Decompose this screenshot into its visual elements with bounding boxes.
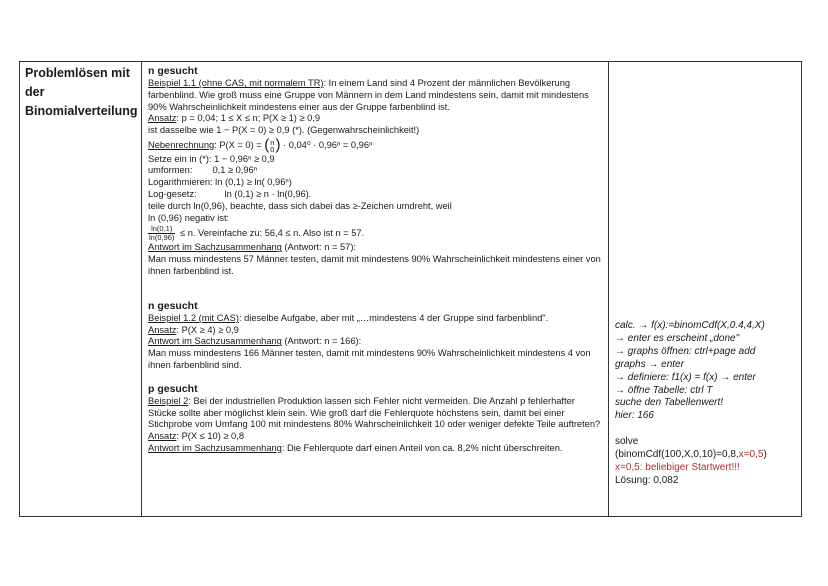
example-paragraph: Beispiel 1.1 (ohne CAS, mit normalem TR): In einem Land sind 4 Prozent der männlichen Bevölkerung farbenblind. Wie groß muss eine Gruppe von Männern in dem Land mindestens sein, damit mit mindestens 90% Wahrscheinlichkeit mindestens einer aus der Gruppe farbenblind ist. — [148, 78, 589, 112]
topic-line: der — [25, 85, 45, 99]
answer-label-line: Antwort im Sachzusammenhang (Antwort: n = 57): — [148, 242, 356, 253]
topic-line: Binomialverteilung — [25, 104, 138, 118]
answer-line: Antwort im Sachzusammenhang: Die Fehlerquote darf einen Anteil von ca. 8,2% nicht überschreiten. — [148, 442, 563, 453]
ansatz-line: Ansatz: p = 0,04; 1 ≤ X ≤ n; P(X ≥ 1) ≥ 0,9 — [148, 113, 321, 124]
text-line: teile durch ln(0,96), beachte, dass sich dabei das ≥-Zeichen umdreht, weil — [148, 200, 452, 211]
text-line: Log-gesetz: ln (0,1) ≥ n · ln(0,96). — [148, 188, 312, 199]
text-line: Logarithmieren: ln (0,1) ≥ ln( 0,96ⁿ) — [148, 177, 292, 188]
cas-notes-cell — [615, 320, 801, 488]
solve-expression: (binomCdf(100,X,0,10)=0,8,x=0,5) — [615, 449, 767, 461]
section-heading: p gesucht — [148, 382, 198, 395]
example-paragraph: Beispiel 1.2 (mit CAS): dieselbe Aufgabe, aber mit „…mindestens 4 der Gruppe sind farbenblind". — [148, 312, 549, 323]
text-line: Setze ein in (*): 1 − 0,96ⁿ ≥ 0,9 — [148, 153, 275, 164]
start-value-note: x=0,5: beliebiger Startwert!!! — [615, 462, 740, 474]
text-line: ist dasselbe wie 1 − P(X = 0) ≥ 0,9 (*). (Gegenwahrscheinlichkeit!) — [148, 125, 420, 136]
explanation-cell — [148, 64, 604, 455]
topic-cell — [25, 64, 137, 121]
cas-step: → enter es erscheint „done" — [615, 332, 740, 344]
cas-step: → öffne Tabelle: ctrl T — [615, 384, 713, 396]
answer-text: Man muss mindestens 57 Männer testen, damit mit mindestens 90% Wahrscheinlichkeit mindestens einer von ihnen farbenblind ist. — [148, 254, 601, 276]
answer-text: Man muss mindestens 166 Männer testen, damit mit mindestens 90% Wahrscheinlichkeit mindestens 4 von ihnen farbenblind sind. — [148, 348, 591, 370]
fraction-line: $\frac{\ln(0,1)}{\ln(0,96)}$ ≤ n. Vereinfache zu: 56,4 ≤ n. Also ist n = 57. — [149, 224, 365, 243]
column-divider — [141, 62, 142, 516]
text-line: umformen: 0,1 ≥ 0,96ⁿ — [148, 165, 258, 176]
topic-line: Problemlösen mit — [25, 66, 130, 80]
fraction: $\frac{\ln(0,1)}{\ln(0,96)}$ — [149, 224, 175, 243]
nebenrechnung-line: Nebenrechnung: P(X = 0) = ( n 0 ) · 0,04⁰ · 0,96ⁿ = 0,96ⁿ — [148, 136, 373, 154]
cas-step: → definiere: f1(x) = f(x) → enter — [615, 371, 756, 383]
binomial-coefficient: n 0 — [270, 137, 275, 154]
example-paragraph: Beispiel 2: Bei der industriellen Produktion lassen sich Fehler nicht vermeiden. Die Anzahl p fehlerhafter Stücke sollte aber möglichst klein sein. Wie groß darf die Fehlerquote höchstens sein, damit bei einer Stichprobe vom Umfang 100 mit mindestens 80% Wahrscheinlichkeit 10 oder weniger defekte Teile auftreten? — [148, 395, 601, 430]
cas-step: graphs → enter — [615, 358, 684, 370]
section-heading: n gesucht — [148, 65, 198, 77]
ansatz-line: Ansatz: P(X ≥ 4) ≥ 0,9 — [148, 324, 239, 335]
text-line: ln (0,96) negativ ist: — [148, 212, 230, 223]
cas-step: calc. → f(x):=binomCdf(X,0.4,4,X) — [615, 320, 765, 331]
cas-step: suche den Tabellenwert! — [615, 397, 724, 409]
cas-step: → graphs öffnen: ctrl+page add — [615, 345, 756, 357]
content-table — [19, 61, 802, 517]
cas-step: hier: 166 — [615, 410, 654, 422]
solution-value: Lösung: 0,082 — [615, 474, 679, 486]
solve-label: solve — [615, 436, 639, 448]
section-heading: n gesucht — [148, 299, 198, 312]
answer-label-line: Antwort im Sachzusammenhang (Antwort: n = 166): — [148, 336, 362, 347]
ansatz-line: Ansatz: P(X ≤ 10) ≥ 0,8 — [148, 431, 244, 442]
column-divider — [608, 62, 609, 516]
